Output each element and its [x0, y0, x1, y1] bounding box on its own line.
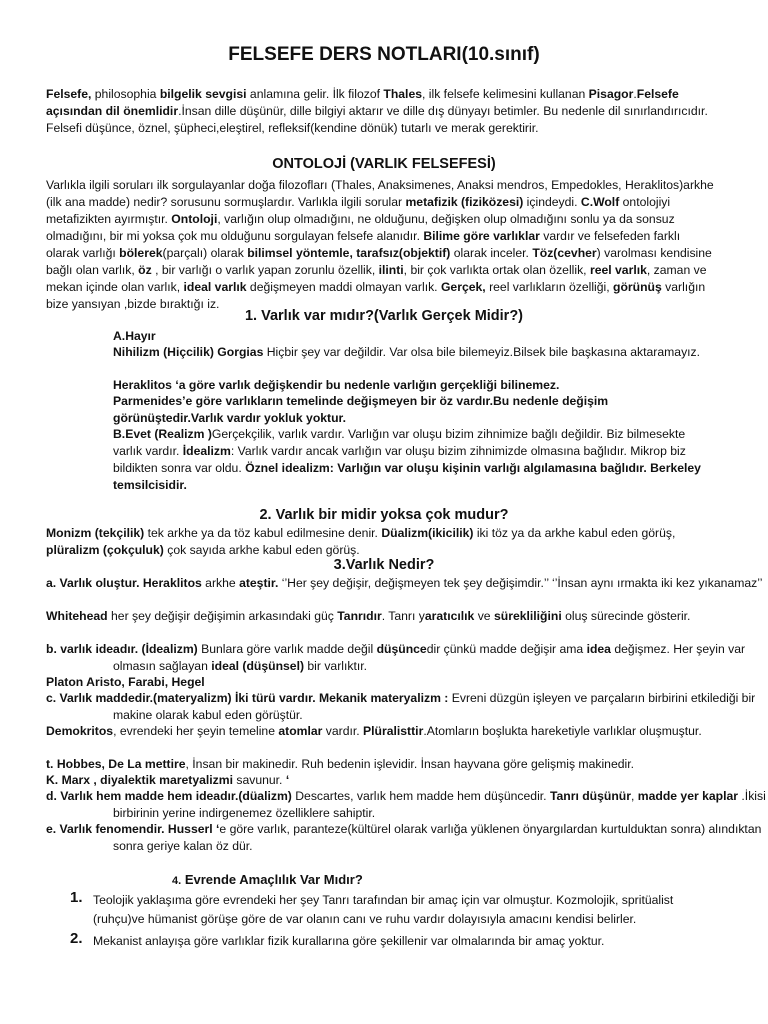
text-run: ,	[630, 789, 638, 803]
text-run: madde yer kaplar	[637, 789, 739, 803]
text-run: , İnsan bir makinedir. Ruh bedenin işlevidir. İnsan hayvana göre gelişmiş makinedir.	[185, 757, 634, 771]
question-1-heading: 1. Varlık var mıdır?(Varlık Gerçek Midir?)	[244, 308, 524, 324]
heraklitos-paragraph: Heraklitos ‘a göre varlık değişkendir bu nedenle varlığın gerçekliği bilinemez.	[113, 378, 560, 392]
parmenides-paragraph: Parmenides’e göre varlıkların temelinde değişmeyen bir öz vardır.Bu nedenle değişim görünüştedir.Varlık vardır yokluk yoktur.	[113, 394, 609, 425]
text-run: reel varlıkların özelliği,	[485, 280, 614, 294]
text-run: iki töz ya da arkhe kabul eden görüş,	[473, 526, 676, 540]
text-run: B.Evet (Realizm )	[113, 427, 212, 441]
text-run: .İkisi birbirinin yerine indirgenemez özelliklere sahiptir.	[113, 789, 766, 820]
question-3-heading: 3.Varlık Nedir?	[333, 557, 435, 573]
text-run: bilimsel yöntemle, tarafsız(objektif)	[247, 246, 451, 260]
platon-line: Platon Aristo, Farabi, Hegel	[46, 675, 205, 689]
text-run: , bir varlığı o varlık yapan zorunlu özellik,	[151, 263, 379, 277]
text-run: öz	[138, 263, 152, 277]
text-run: anlamına gelir. İlk filozof	[246, 87, 384, 101]
text-run: Düalizm(ikicilik)	[381, 526, 474, 540]
text-run: varlığın bize yansıyan ,bizde bıraktığı iz.	[46, 280, 706, 311]
text-run: Descartes, varlık hem madde hem düşüncedir.	[291, 789, 550, 803]
list-number-2: 2.	[70, 930, 83, 947]
text-run: idea	[586, 642, 611, 656]
text-run: Felsefe açısından dil önemlidir	[46, 87, 679, 118]
text-run: ‘’Her şey değişir, değişmeyen tek şey değişimdir.’’ ‘’İnsan aynı ırmakta iki kez yıkanamaz’’	[278, 576, 763, 590]
question-4-heading	[172, 872, 363, 887]
becoming-paragraph	[46, 575, 768, 592]
intro-paragraph	[46, 86, 716, 137]
text-run: plüralizm (çokçuluk)	[46, 543, 164, 557]
text-run: Evreni düzgün işleyen ve parçaların birbirini etkilediği bir makine olarak kabul eden görüştür.	[113, 691, 756, 722]
text-run: ) varolması kendisine bağlı olan varlık,	[46, 246, 712, 277]
text-run: çok sayıda arkhe kabul eden görüş.	[163, 543, 360, 557]
text-run: Tanrıdır	[337, 609, 382, 623]
text-run: bilgelik sevgisi	[159, 87, 247, 101]
idealism-paragraph	[46, 641, 768, 675]
materialism-paragraph	[46, 690, 768, 724]
marx-paragraph	[46, 772, 716, 789]
text-run: Gerçek,	[440, 280, 486, 294]
text-run: , varlığın olup olmadığını, ne olduğunu, değişken olup olmadığını sonlu ya da sonsuz olmadığını, bir mi yoksa çok mu olduğunu sorgulayan felsefe alanıdır.	[46, 212, 675, 243]
text-run: . Tanrı y	[381, 609, 425, 623]
text-run: ontolojiyi metafizikten ayırmıştır.	[46, 195, 671, 226]
mechanism-item: Mekanist anlayışa göre varlıklar fizik kurallarına göre şekillenir var olmalarında bir amaç yoktur.	[93, 934, 605, 948]
whitehead-paragraph	[46, 608, 768, 625]
monism-paragraph	[46, 525, 716, 559]
text-run: Felsefe,	[46, 87, 92, 101]
text-run: ‘	[285, 773, 290, 787]
text-run: tek arkhe ya da töz kabul edilmesine denir.	[144, 526, 382, 540]
text-run: , ilk felsefe kelimesini kullanan	[422, 87, 589, 101]
text-run: düşünce	[376, 642, 427, 656]
answer-a-label: A.Hayır	[113, 329, 156, 343]
text-run: aratıcılık	[424, 609, 475, 623]
question-4-title: Evrende Amaçlılık Var Mıdır?	[184, 872, 363, 887]
text-run: a. Varlık oluştur. Heraklitos	[46, 576, 202, 590]
text-run: .	[633, 87, 637, 101]
text-run: Töz(cevher	[532, 246, 597, 260]
text-run: değişmeyen maddi olmayan varlık.	[246, 280, 441, 294]
realism-paragraph	[113, 426, 713, 494]
text-run: : Varlık vardır ancak varlığın var oluşu bizim zihnimizde olmasına bağlıdır. Mikrop biz bildikten sonra var oldu.	[113, 444, 686, 475]
text-run: ilinti	[378, 263, 404, 277]
text-run: savunur.	[232, 773, 286, 787]
text-run: , evrendeki her şeyin temeline	[113, 724, 279, 738]
text-run: Bilime göre varlıklar	[423, 229, 540, 243]
text-run: Tanrı düşünür	[549, 789, 631, 803]
question-4-number: 4.	[172, 875, 182, 887]
text-run: c. Varlık maddedir.(materyalizm) İki türü vardır. Mekanik materyalizm :	[46, 691, 449, 705]
text-run: bölerek	[119, 246, 163, 260]
text-run: .Atomların boşlukta hareketiyle varlıklar oluşmuştur.	[423, 724, 702, 738]
list-number-1: 1.	[70, 889, 83, 906]
text-run: içindeydi.	[523, 195, 581, 209]
question-2-heading: 2. Varlık bir midir yoksa çok mudur?	[259, 507, 509, 523]
text-run: Varlıkla ilgili soruları ilk sorgulayanlar doğa filozofları (Thales, Anaksimenes, Anaksi mendros, Empedokles, Heraklitos)arkhe (ilk ana madde) nedir? sorusunu sormuşlardır. Varlıkla ilgili sorular	[46, 178, 714, 209]
text-run: Gerçekçilik, varlık vardır. Varlığın var oluşu bizim zihnimize bağlı değildir. Biz bilmesekte varlık vardır.	[113, 427, 686, 458]
text-run: Monizm (tekçilik)	[46, 526, 145, 540]
text-run: d. Varlık hem madde hem ideadır.(düalizm)	[46, 789, 292, 803]
text-run: e. Varlık fenomendir. Husserl ‘	[46, 822, 220, 836]
document-title: FELSEFE DERS NOTLARI(10.sınıf)	[228, 44, 540, 65]
ontology-heading: ONTOLOJİ (VARLIK FELSEFESİ)	[272, 156, 496, 172]
hobbes-paragraph	[46, 756, 716, 773]
text-run: değişmez. Her şeyin var olmasın sağlayan	[113, 642, 746, 673]
text-run: arkhe	[201, 576, 240, 590]
text-run: , bir çok varlıkta ortak olan özellik,	[403, 263, 590, 277]
text-run: ideal (düşünsel)	[211, 659, 305, 673]
text-run: İdealizm	[182, 444, 231, 458]
text-run: Thales	[383, 87, 423, 101]
text-run: Öznel idealizm: Varlığın var oluşu kişinin varlığı algılamasına bağlıdır. Berkeley temsilcisidir.	[113, 461, 701, 492]
phenomenology-paragraph	[46, 821, 768, 855]
text-run: sürekliliğini	[493, 609, 562, 623]
text-run: Ontoloji	[171, 212, 218, 226]
text-run: ateştir.	[239, 576, 279, 590]
text-run: .İnsan dille düşünür, dille bilgiyi aktarır ve dille dış dünyayı betimler. Bu nedenle dil sınırlandırıcıdır. Felsefi düşünce, öznel, şüpheci,eleştirel, refleksif(kendine dönük) tutarlı ve merak gerektirir.	[46, 104, 708, 135]
text-run: C.Wolf	[580, 195, 620, 209]
dualism-paragraph	[46, 788, 768, 822]
teleology-item: Teolojik yaklaşıma göre evrendeki her şey Tanrı tarafından bir amaç için var olmuştur. Kozmolojik, spritüalist (ruhçu)ve hümanist görüşe göre de var olanın canı ve ruhu vardır dolayısıyla amacını kendisi belirler.	[93, 893, 674, 926]
text-run: Bunlara göre varlık madde değil	[197, 642, 377, 656]
text-run: e göre varlık, paranteze(kültürel olarak varlığa yüklenen önyargılardan kurtulduktan sonra) alındıktan sonra geriye kalan öz dür.	[113, 822, 762, 853]
text-run: (parçalı) olarak	[162, 246, 248, 260]
text-run: metafizik (fiziközesi)	[405, 195, 524, 209]
text-run: Plüralisttir	[363, 724, 424, 738]
text-run: görünüş	[613, 280, 662, 294]
text-run: vardır ve felsefeden farklı olarak varlığı	[46, 229, 681, 260]
text-run: dir çünkü madde değişir ama	[426, 642, 587, 656]
text-run: Demokritos	[46, 724, 114, 738]
demokritos-paragraph	[46, 723, 768, 740]
text-run: olarak inceler.	[450, 246, 533, 260]
text-run: philosophia	[91, 87, 160, 101]
text-run: bir varlıktır.	[304, 659, 367, 673]
text-run: atomlar	[278, 724, 323, 738]
text-run: b. varlık ideadır. (İdealizm)	[46, 642, 198, 656]
text-run: K. Marx , diyalektik maretyalizmi	[46, 773, 233, 787]
text-run: ve	[474, 609, 494, 623]
ontology-paragraph	[46, 177, 716, 313]
text-run: Pisagor	[588, 87, 634, 101]
text-run: , zaman ve mekan içinde olan varlık,	[46, 263, 707, 294]
text-run: ideal varlık	[183, 280, 247, 294]
text-run: oluş sürecinde gösterir.	[561, 609, 691, 623]
text-run: Hiçbir şey var değildir. Var olsa bile bilemeyiz.Bilsek bile başkasına aktaramayız.	[263, 345, 701, 359]
nihilism-paragraph	[113, 344, 713, 361]
text-run: t. Hobbes, De La mettire	[46, 757, 186, 771]
text-run: her şey değişir değişimin arkasındaki güç	[107, 609, 338, 623]
text-run: reel varlık	[589, 263, 647, 277]
text-run: Whitehead	[46, 609, 108, 623]
text-run: Nihilizm (Hiçcilik) Gorgias	[113, 345, 264, 359]
text-run: vardır.	[322, 724, 364, 738]
